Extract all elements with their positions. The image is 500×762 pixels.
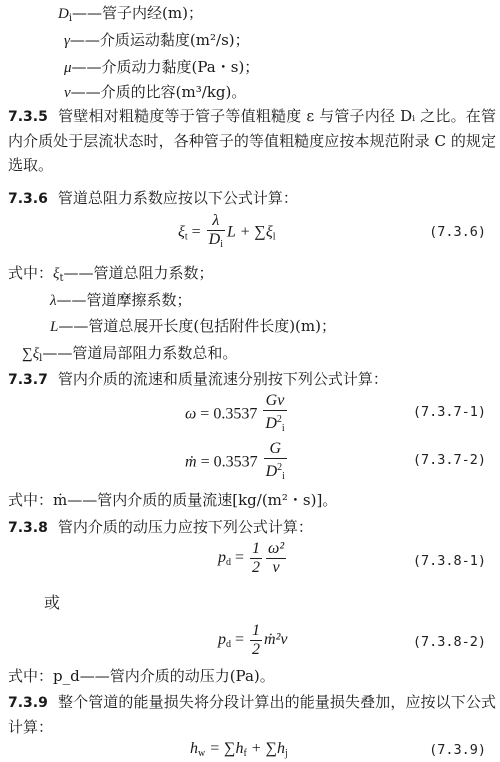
section-number: 7.3.5 xyxy=(8,109,48,125)
def-dash: —— xyxy=(42,344,73,362)
eq-lhs-sub: d xyxy=(226,557,231,569)
section-text: 整个管道的能量损失将分段计算出的能量损失叠加，应按以下公式计算： xyxy=(8,693,496,736)
section-7-3-9 xyxy=(8,690,496,739)
def-item xyxy=(64,30,250,51)
equation-number: (7.3.9) xyxy=(429,742,486,758)
def-item xyxy=(22,343,237,369)
def-symbol: γ xyxy=(64,33,70,49)
eq-frac-den-sup: 2 xyxy=(276,414,282,425)
def-item xyxy=(50,316,336,337)
eq-fraction xyxy=(250,540,262,577)
eq-frac-den-main: D xyxy=(265,463,278,480)
def-symbol: ξ xyxy=(53,266,60,282)
eq-frac-den-main: D xyxy=(208,231,221,248)
eq-lhs: p xyxy=(218,631,226,649)
equation-number: (7.3.7-2) xyxy=(412,452,486,468)
def-symbol-sub: t xyxy=(59,273,64,284)
eq-frac-den-sub: i xyxy=(220,239,224,250)
equation-7-3-8-2 xyxy=(218,622,287,659)
eq-frac-den-sup: 2 xyxy=(277,462,283,473)
eq-fraction xyxy=(263,392,286,438)
equation-7-3-6: $\xi_t$ = $\frac{\lambda}{D_i}$ $L + \sum\xi_l$ xyxy=(178,212,275,254)
section-number: 7.3.8 xyxy=(8,520,48,536)
eq-body2-sub: j xyxy=(284,748,288,759)
section-text: 管道总阻力系数应按以下公式计算： xyxy=(57,189,298,207)
def-text: 介质的比容(m³/kg)。 xyxy=(100,83,247,101)
equation-7-3-7-2 xyxy=(185,440,289,486)
def-dash: —— xyxy=(58,317,89,335)
section-number: 7.3.9 xyxy=(8,695,48,711)
eq-frac-den: 2 xyxy=(252,559,261,576)
def-dash: —— xyxy=(71,58,102,76)
equation-number: (7.3.7-1) xyxy=(412,404,486,420)
def-item xyxy=(50,290,192,311)
eq-lhs-sub: w xyxy=(198,748,206,759)
section-text: 管内介质的动压力应按下列公式计算： xyxy=(57,518,313,536)
eq-frac-den xyxy=(264,459,287,486)
def-symbol: L xyxy=(50,319,59,335)
where-block xyxy=(8,263,214,289)
eq-frac-den xyxy=(263,411,286,438)
eq-rest: ṁ²ν xyxy=(264,631,288,649)
equation-number: (7.3.6) xyxy=(429,224,486,240)
where-definition: 式中：p_d——管内介质的动压力(Pa)。 xyxy=(8,667,275,685)
def-symbol-sub: i xyxy=(68,13,73,24)
def-symbol: λ xyxy=(50,293,57,309)
def-symbol: D xyxy=(58,6,69,22)
def-symbol: ν xyxy=(64,85,71,101)
section-number: 7.3.7 xyxy=(8,372,48,388)
eq-equals: = xyxy=(235,549,245,567)
def-item xyxy=(64,82,246,103)
eq-fraction xyxy=(250,622,262,659)
section-7-3-7-heading xyxy=(8,369,388,390)
section-text: 管内介质的流速和质量流速分别按下列公式计算： xyxy=(57,370,388,388)
eq-body-sub: f xyxy=(243,748,247,759)
equation-number: (7.3.8-1) xyxy=(412,553,486,569)
eq-frac-den-sub: i xyxy=(282,471,285,482)
eq-frac-den xyxy=(207,231,225,254)
def-symbol: μ xyxy=(64,60,72,76)
eq-lhs: p xyxy=(218,549,226,567)
def-dash: —— xyxy=(69,31,100,49)
eq-frac-den-main: D xyxy=(265,415,277,432)
eq-frac-num: λ xyxy=(207,212,225,231)
eq-frac-num: 1 xyxy=(252,540,261,557)
def-text: 介质动力黏度(Pa・s)； xyxy=(101,58,260,76)
equation-7-3-8-1 xyxy=(218,540,288,577)
section-7-3-5 xyxy=(8,104,496,177)
def-dash: —— xyxy=(72,4,103,22)
equation-7-3-7-1 xyxy=(185,392,289,438)
def-text: 管道总展开长度(包括附件长度)(m)； xyxy=(88,317,336,335)
eq-fraction xyxy=(207,212,225,254)
eq-frac-num: ω² xyxy=(268,540,285,557)
where-label: 式中： xyxy=(8,264,54,282)
section-number: 7.3.6 xyxy=(8,191,48,207)
eq-rest-sub: l xyxy=(272,231,276,243)
equation-number: (7.3.8-2) xyxy=(412,634,486,650)
def-text: 管道摩擦系数； xyxy=(86,291,192,309)
section-7-3-6-heading xyxy=(8,188,298,209)
eq-body2: + ∑h xyxy=(246,740,285,757)
eq-frac-num: G xyxy=(264,440,287,459)
eq-coef: = 0.3537 xyxy=(200,405,258,423)
eq-frac-num: 1 xyxy=(252,622,261,639)
def-item xyxy=(58,3,203,29)
def-text: 管子内经(m)； xyxy=(102,4,203,22)
def-text: 管道局部阻力系数总和。 xyxy=(72,344,238,362)
eq-lhs: h xyxy=(190,740,198,757)
section-text: 管壁相对粗糙度等于管子等值粗糙度 ε 与管子内径 Dᵢ 之比。在管内介质处于层流状态时，各种管子的等值粗糙度应按本规范附录 C 的规定选取。 xyxy=(8,107,496,174)
equation-7-3-9 xyxy=(190,740,288,759)
def-symbol: ∑ξ xyxy=(22,346,40,362)
or-word: 或 xyxy=(44,593,61,612)
eq-lhs: ω xyxy=(185,405,197,423)
eq-fraction xyxy=(264,440,287,486)
where-definition: 式中：ṁ——管内介质的质量流速[kg/(m²・s)]。 xyxy=(8,491,338,509)
eq-frac-den: 2 xyxy=(252,641,261,658)
section-7-3-8-heading xyxy=(8,517,313,538)
eq-frac-den-sub: i xyxy=(281,423,285,434)
def-text: 管道总阻力系数； xyxy=(93,264,214,282)
eq-lhs: ξ xyxy=(178,223,185,241)
eq-body: = ∑h xyxy=(209,740,244,757)
eq-lhs: ṁ xyxy=(185,453,197,471)
eq-lhs-sub: d xyxy=(226,639,231,651)
def-dash: —— xyxy=(70,83,101,101)
eq-equals: = xyxy=(235,631,245,649)
eq-fraction xyxy=(266,540,286,577)
def-symbol-sub: l xyxy=(39,353,43,364)
eq-frac-den: ν xyxy=(272,559,280,576)
def-text: 介质运动黏度(m²/s)； xyxy=(99,31,250,49)
eq-frac-num: Gν xyxy=(263,392,286,411)
eq-coef: = 0.3537 xyxy=(200,453,258,471)
eq-lhs-sub: t xyxy=(184,231,188,243)
def-dash: —— xyxy=(56,291,87,309)
eq-rest: L + ∑ξ xyxy=(227,223,273,241)
def-item xyxy=(64,57,259,78)
def-dash: —— xyxy=(63,264,94,282)
